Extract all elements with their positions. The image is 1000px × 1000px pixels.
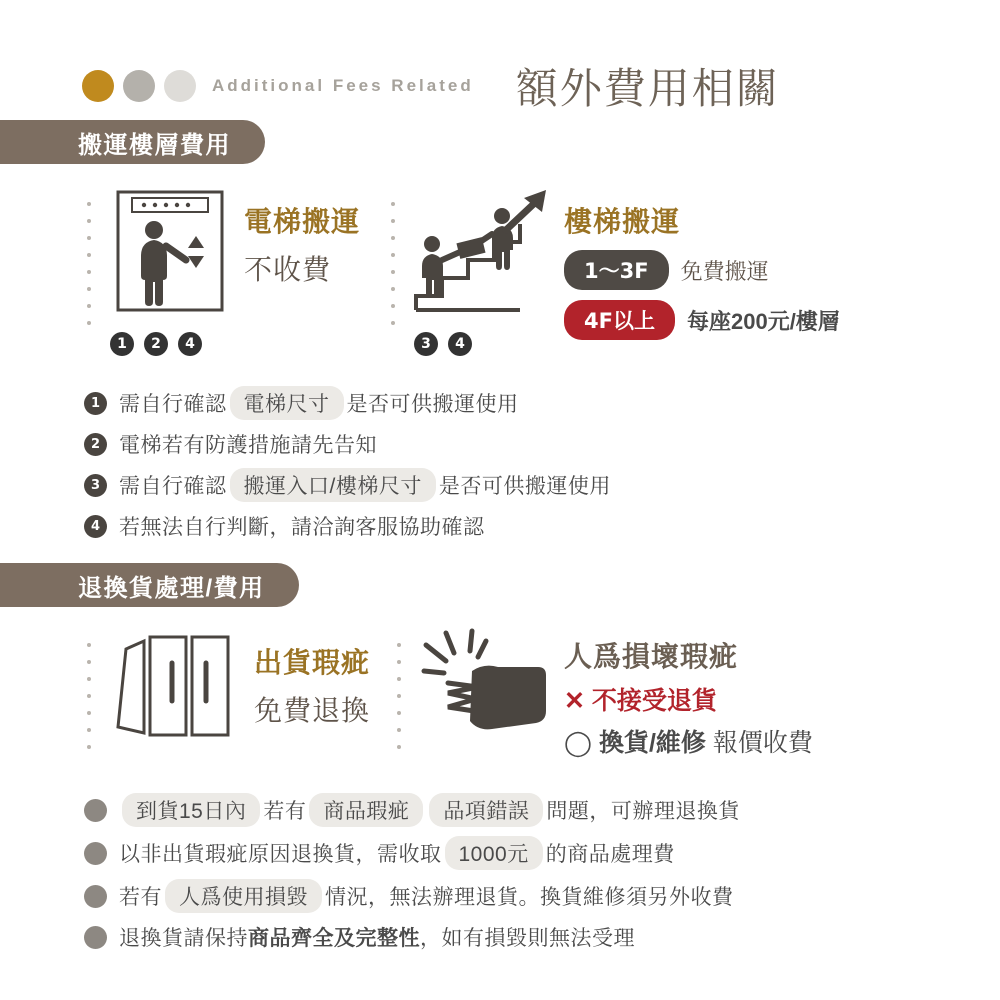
note-text: [119, 879, 734, 913]
panel-row-return: [0, 627, 1000, 759]
pill-floor-range: 1〜3F: [564, 250, 669, 290]
note-bullet-plain: [84, 842, 107, 865]
note-item: [84, 922, 1000, 952]
panel-human-damage: [392, 627, 813, 759]
note-tag: 搬運入口/樓梯尺寸: [230, 468, 436, 502]
pill-floor-above-note: 每座200元/樓層: [686, 308, 840, 334]
exchange-line: [564, 723, 813, 759]
note-bullet: 1: [84, 392, 107, 415]
note-text: [119, 386, 519, 420]
defect-art-wrap: [110, 627, 240, 747]
note-ref: 3: [414, 332, 438, 356]
section-label-moving-fee: [0, 120, 1000, 164]
pill-floor-above: 4F以上: [564, 300, 675, 340]
note-item: [84, 793, 1000, 827]
note-ref: 2: [144, 332, 168, 356]
hand-art-wrap: [420, 627, 550, 747]
stairs-fee-free: [564, 250, 840, 290]
note-text: 電梯若有防護措施請先告知: [119, 434, 377, 457]
cross-mark-icon: ✕: [564, 687, 585, 715]
note-tag: 1000元: [445, 836, 543, 870]
defect-title: 出貨瑕疵: [254, 647, 371, 678]
pill-floor-range-note: 免費搬運: [680, 258, 769, 284]
elevator-subtitle: 不收費: [244, 254, 332, 285]
dotted-divider-left: [82, 186, 96, 325]
panel-elevator: [82, 186, 360, 356]
note-bullet-plain: [84, 885, 107, 908]
note-item: [84, 429, 1000, 459]
dot-gray-icon: [123, 70, 155, 102]
dotted-divider-left-2: [82, 627, 96, 749]
notes-moving: [0, 370, 1000, 541]
header-english-title: Additional Fees Related: [212, 76, 474, 95]
no-return-text: 不接受退貨: [591, 687, 717, 715]
exchange-extra: 報價收費: [712, 729, 813, 757]
note-fragment: 情況，無法辦理退貨。換貨維修須另外收費: [325, 886, 734, 909]
elevator-note-refs: [110, 332, 202, 356]
stairs-carry-icon: [414, 186, 550, 326]
section-label-return-fee: [0, 563, 1000, 607]
header-dots: [82, 70, 196, 102]
notes-return: [0, 777, 1000, 952]
note-bullet-plain: [84, 926, 107, 949]
note-bullet: 3: [84, 474, 107, 497]
note-text: 若無法自行判斷，請洽詢客服協助確認: [119, 516, 485, 539]
no-return-line: [564, 681, 813, 717]
note-item: [84, 511, 1000, 541]
section-label-text: 搬運樓層費用: [78, 131, 231, 159]
stairs-text: [564, 186, 840, 340]
note-text: [119, 922, 635, 952]
note-fragment: ，如有損毀則無法受理: [420, 927, 635, 950]
note-bullet-plain: [84, 799, 107, 822]
section-label-text: 退換貨處理/費用: [78, 574, 265, 602]
note-fragment: 是否可供搬運使用: [438, 475, 611, 498]
note-tag: 到貨15日內: [122, 793, 260, 827]
damaged-box-icon: [110, 627, 240, 747]
note-ref: 4: [448, 332, 472, 356]
circle-mark-icon: ◯: [564, 729, 592, 757]
dotted-divider-mid: [386, 186, 400, 325]
elevator-text: [244, 186, 360, 288]
dotted-divider-mid-2: [392, 627, 406, 749]
note-tag: 電梯尺寸: [230, 386, 344, 420]
human-damage-text: [564, 627, 813, 759]
elevator-icon: [110, 186, 230, 326]
defect-text: [254, 627, 370, 729]
note-tag: 品項錯誤: [429, 793, 543, 827]
note-fragment: 的商品處理費: [545, 843, 675, 866]
page-header: [0, 0, 1000, 120]
dot-gold-icon: [82, 70, 114, 102]
note-bullet: 2: [84, 433, 107, 456]
dot-light-icon: [164, 70, 196, 102]
human-damage-title: 人爲損壞瑕疵: [564, 641, 739, 672]
defect-subtitle: 免費退換: [254, 695, 371, 726]
note-fragment: 需自行確認: [119, 393, 227, 416]
note-item: [84, 836, 1000, 870]
hand-break-icon: [420, 627, 550, 747]
note-item: [84, 468, 1000, 502]
stairs-note-refs: [414, 332, 472, 356]
note-tag: 商品瑕疵: [309, 793, 423, 827]
note-item: [84, 386, 1000, 420]
note-fragment: 是否可供搬運使用: [346, 393, 519, 416]
note-ref: 1: [110, 332, 134, 356]
stairs-fee-paid: [564, 300, 840, 340]
stairs-title: 樓梯搬運: [564, 206, 681, 237]
note-item: [84, 879, 1000, 913]
stairs-art-wrap: [414, 186, 550, 356]
elevator-art-wrap: [110, 186, 230, 356]
note-fragment: 若有: [119, 886, 162, 909]
note-ref: 4: [178, 332, 202, 356]
exchange-text: 換貨/維修: [598, 729, 706, 757]
panel-row-moving: [0, 186, 1000, 356]
page-title: 額外費用相關: [515, 65, 780, 112]
note-bullet: 4: [84, 515, 107, 538]
note-tag: 人爲使用損毀: [165, 879, 322, 913]
note-fragment: 退換貨請保持: [119, 927, 248, 950]
panel-stairs: [386, 186, 840, 356]
note-fragment: 若有: [263, 800, 307, 823]
elevator-title: 電梯搬運: [244, 206, 361, 237]
note-fragment: 問題，可辦理退換貨: [546, 800, 740, 823]
note-fragment: 需自行確認: [119, 475, 227, 498]
note-text: [119, 468, 611, 502]
panel-defect: [82, 627, 370, 759]
note-fragment: 以非出貨瑕疵原因退換貨，需收取: [119, 843, 442, 866]
note-text: [119, 836, 675, 870]
note-strong: 商品齊全及完整性: [248, 927, 420, 950]
note-text: [119, 793, 740, 827]
